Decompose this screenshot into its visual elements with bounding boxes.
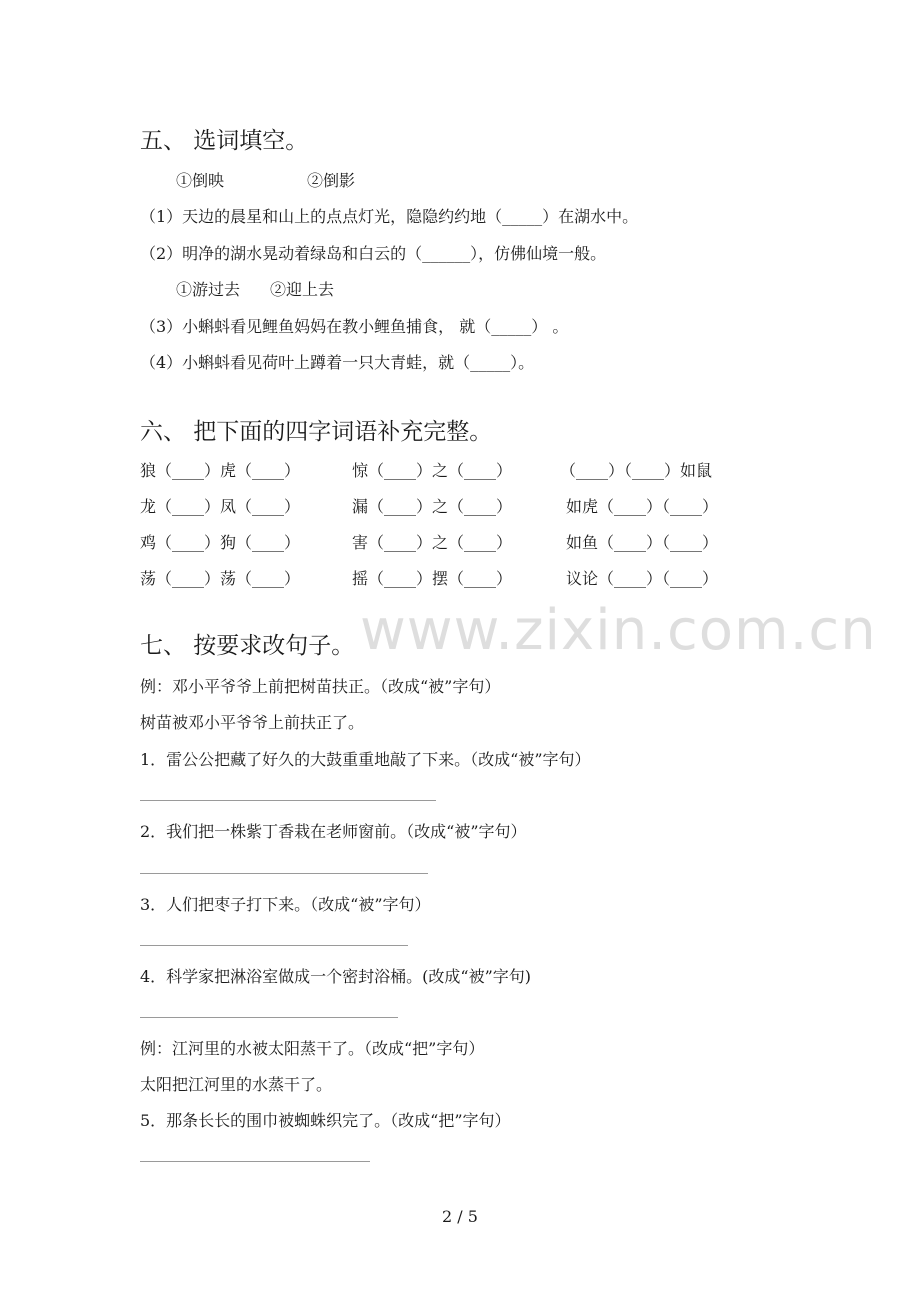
question-2: （2）明净的湖水晃动着绿岛和白云的（______），仿佛仙境一般。 <box>140 244 607 263</box>
answer-line[interactable] <box>140 945 408 946</box>
section-6-title: 六、 把下面的四字词语补充完整。 <box>140 419 493 445</box>
section-7-title: 七、 按要求改句子。 <box>140 633 355 659</box>
answer-line[interactable] <box>140 800 436 801</box>
example-1-answer: 树苗被邓小平爷爷上前扶正了。 <box>140 713 365 732</box>
rewrite-question-2: 2．我们把一株紫丁香栽在老师窗前。（改成“被”字句） <box>140 822 527 841</box>
idiom-cell: 漏（____）之（____） <box>352 497 513 516</box>
page-number: 2 / 5 <box>442 1207 478 1226</box>
question-3: （3）小蝌蚪看见鲤鱼妈妈在教小鲤鱼捕食， 就（_____） 。 <box>140 317 569 336</box>
section-5-title: 五、 选词填空。 <box>140 128 309 154</box>
rewrite-question-1: 1．雷公公把藏了好久的大鼓重重地敲了下来。（改成“被”字句） <box>140 750 591 769</box>
answer-line[interactable] <box>140 1161 370 1162</box>
watermark: www.zixin.com.cn <box>360 598 877 663</box>
question-4: （4）小蝌蚪看见荷叶上蹲着一只大青蛙，就（_____）。 <box>140 353 535 372</box>
answer-line[interactable] <box>140 873 428 874</box>
rewrite-question-5: 5．那条长长的围巾被蜘蛛织完了。（改成“把”字句） <box>140 1111 511 1130</box>
option-2: ②倒影 <box>307 171 356 190</box>
answer-line[interactable] <box>140 1017 398 1018</box>
idiom-cell: 如鱼（____）（____） <box>566 533 719 552</box>
option-2: ②迎上去 <box>270 280 335 299</box>
rewrite-question-3: 3．人们把枣子打下来。（改成“被”字句） <box>140 895 431 914</box>
example-2-answer: 太阳把江河里的水蒸干了。 <box>140 1075 333 1094</box>
idiom-cell: 鸡（____）狗（____） <box>140 533 301 552</box>
idiom-cell: 荡（____）荡（____） <box>140 569 301 588</box>
idiom-cell: 议论（____）（____） <box>566 569 719 588</box>
idiom-cell: （____）（____）如鼠 <box>560 461 713 480</box>
example-1: 例：邓小平爷爷上前把树苗扶正。（改成“被”字句） <box>140 677 501 696</box>
option-1: ①游过去 <box>176 280 241 299</box>
idiom-cell: 害（____）之（____） <box>352 533 513 552</box>
idiom-cell: 如虎（____）（____） <box>566 497 719 516</box>
rewrite-question-4: 4．科学家把淋浴室做成一个密封浴桶。(改成“被”字句) <box>140 967 532 986</box>
option-1: ①倒映 <box>176 171 225 190</box>
idiom-cell: 惊（____）之（____） <box>352 461 513 480</box>
question-1: （1）天边的晨星和山上的点点灯光，隐隐约约地（_____）在湖水中。 <box>140 207 639 226</box>
idiom-cell: 龙（____）凤（____） <box>140 497 301 516</box>
example-2: 例：江河里的水被太阳蒸干了。（改成“把”字句） <box>140 1039 485 1058</box>
idiom-cell: 摇（____）摆（____） <box>352 569 513 588</box>
idiom-cell: 狼（____）虎（____） <box>140 461 301 480</box>
